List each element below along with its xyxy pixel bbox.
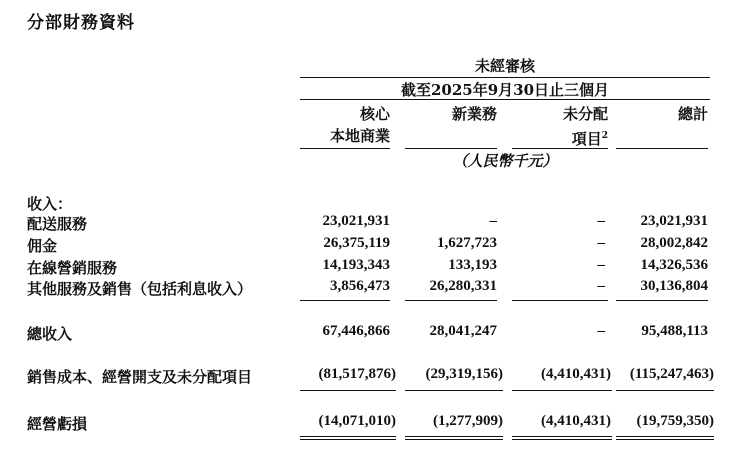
cell-value: (19,759,350) <box>636 413 714 429</box>
row-label: 佣金 <box>27 237 58 255</box>
cell-value: 14,193,343 <box>322 257 390 273</box>
col-rule <box>512 148 608 149</box>
cell-value: (1,277,909) <box>433 413 503 429</box>
cell-value: (115,247,463) <box>629 366 714 382</box>
cell-value: 30,136,804 <box>640 278 708 294</box>
cell-value: 28,041,247 <box>429 323 497 339</box>
cell-value: – <box>597 213 605 229</box>
cell-value: – <box>489 213 497 229</box>
cell-value: (4,410,431) <box>541 366 611 382</box>
cell-value: – <box>597 235 605 251</box>
revenue-heading: 收入： <box>27 195 73 213</box>
cell-value: (81,517,876) <box>318 366 396 382</box>
total-double-rule <box>512 436 612 440</box>
cell-value: 14,326,536 <box>640 257 708 273</box>
subtotal-rule <box>616 390 714 391</box>
currency-note: （人民幣千元） <box>452 152 558 170</box>
col-header-unallocated: 未分配 項目$^2$ <box>562 105 608 148</box>
total-double-rule <box>405 436 503 440</box>
cell-value: 23,021,931 <box>640 213 708 229</box>
cell-value: 28,002,842 <box>640 235 708 251</box>
subtotal-rule <box>405 390 503 391</box>
period-heading: 截至2025年9月30日止三個月 <box>400 81 610 99</box>
col-rule <box>405 148 497 149</box>
col-header-new-initiatives: 新業務 <box>451 105 497 123</box>
cell-value: (14,071,010) <box>318 413 396 429</box>
row-label: 總收入 <box>27 325 73 343</box>
col-header-core-local: 核心 本地商業 <box>329 105 390 145</box>
cell-value: (4,410,431) <box>541 413 611 429</box>
header-rule <box>300 77 710 78</box>
row-label: 銷售成本、經營開支及未分配項目 <box>27 368 253 386</box>
cell-value: – <box>597 278 605 294</box>
subtotal-rule <box>300 390 396 391</box>
row-label: 在線營銷服務 <box>27 259 118 277</box>
total-double-rule <box>300 436 396 440</box>
row-label: 配送服務 <box>27 215 88 233</box>
col-rule <box>616 148 708 149</box>
total-double-rule <box>616 436 714 440</box>
cell-value: 133,193 <box>448 257 497 273</box>
col-header-total: 總計 <box>677 105 708 123</box>
cell-value: – <box>597 257 605 273</box>
row-label: 經營虧損 <box>27 415 88 433</box>
cell-value: 23,021,931 <box>322 213 390 229</box>
cell-value: 67,446,866 <box>322 323 390 339</box>
cell-value: 26,280,331 <box>429 278 497 294</box>
subtotal-rule <box>300 300 390 301</box>
cell-value: 95,488,113 <box>641 323 708 339</box>
cell-value: – <box>597 323 605 339</box>
subtotal-rule <box>512 300 608 301</box>
subtotal-rule <box>512 390 612 391</box>
cell-value: (29,319,156) <box>425 366 503 382</box>
period-rule <box>300 99 710 100</box>
unaudited-heading: 未經審核 <box>474 57 535 75</box>
subtotal-rule <box>405 300 497 301</box>
cell-value: 26,375,119 <box>323 235 390 251</box>
cell-value: 3,856,473 <box>330 278 390 294</box>
subtotal-rule <box>616 300 708 301</box>
page-title: 分部財務資料 <box>27 13 135 33</box>
row-label: 其他服務及銷售（包括利息收入） <box>27 280 253 298</box>
col-rule <box>300 148 390 149</box>
cell-value: 1,627,723 <box>437 235 497 251</box>
